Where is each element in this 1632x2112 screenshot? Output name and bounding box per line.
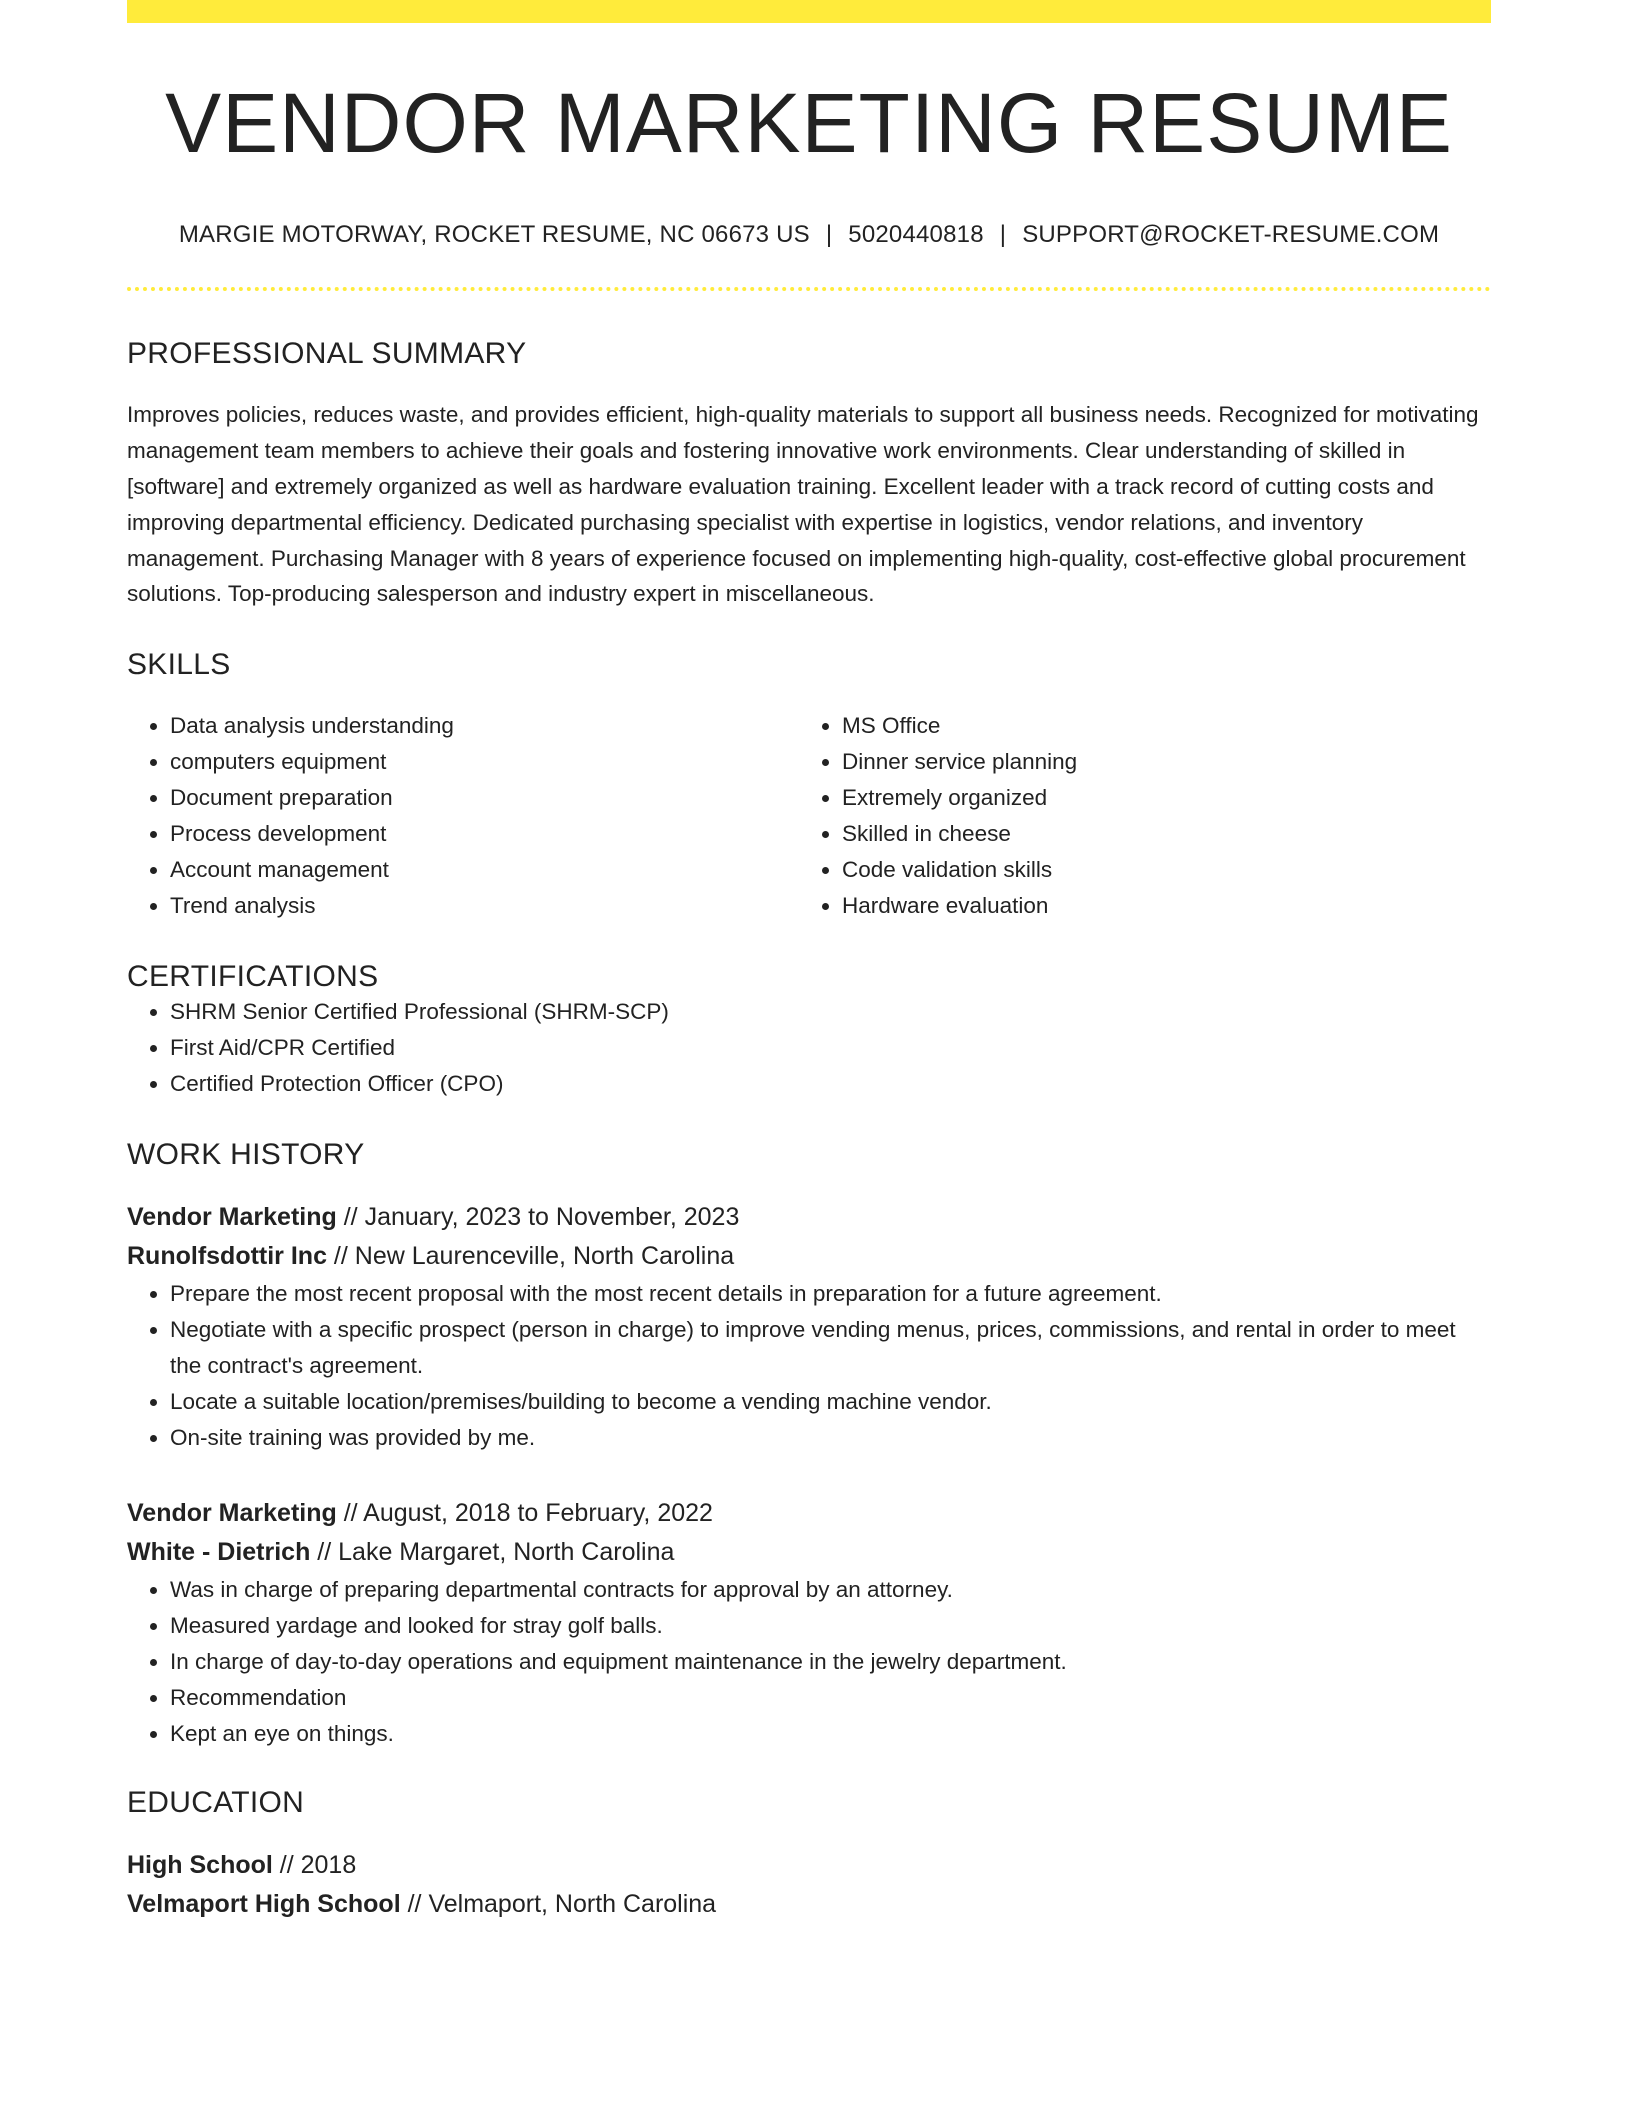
contact-phone: 5020440818 [848,221,984,249]
job-duty: • Locate a suitable location/premises/building to become a vending machine vendor. [170,1384,1491,1420]
contact-line [127,221,1491,249]
skills-left-list [127,708,799,924]
job-title: Vendor Marketing [127,1203,337,1232]
job-title-line [127,1198,1491,1237]
certification-item: • SHRM Senior Certified Professional (SHRM-SCP) [170,994,1491,1030]
education-school-line [127,1885,1491,1924]
job-dates: August, 2018 to February, 2022 [363,1499,713,1528]
skill-item: • Hardware evaluation [842,888,1471,924]
education-location: Velmaport, North Carolina [428,1890,717,1919]
job-title-line [127,1494,1491,1533]
contact-separator: | [825,221,833,249]
job-duty: • Recommendation [170,1680,1491,1716]
skill-item: • Code validation skills [842,852,1471,888]
job-location: New Laurenceville, North Carolina [354,1242,735,1271]
line-separator: // [336,1499,364,1528]
job-duties-list [127,1572,1491,1752]
job-company-line [127,1237,1491,1276]
skills-right-list [799,708,1471,924]
education-school: Velmaport High School [127,1890,401,1919]
education-heading: EDUCATION [127,1786,305,1820]
job-duty: • Kept an eye on things. [170,1716,1491,1752]
skill-item: • computers equipment [170,744,799,780]
certifications-list [127,994,1491,1102]
job-location: Lake Margaret, North Carolina [338,1538,675,1567]
job-duty: • Was in charge of preparing departmental contracts for approval by an attorney. [170,1572,1491,1608]
summary-text: Improves policies, reduces waste, and provides efficient, high-quality materials to support all business needs. Recognized for motivating management team members to achieve their goals and fostering innovative work environments. Clear understanding of skilled in [software] and extremely organized as well as hardware evaluation training. Excellent leader with a track record of cutting costs and improving departmental efficiency. Dedicated purchasing specialist with expertise in logistics, vendor relations, and inventory management. Purchasing Manager with 8 years of experience focused on implementing high-quality, cost-effective global procurement solutions. Top-producing salesperson and industry expert in miscellaneous. [127,402,1479,607]
line-separator: // [336,1203,365,1232]
job-duty: • Negotiate with a specific prospect (person in charge) to improve vending menus, prices, commissions, and rental in order to meet the contract's agreement. [170,1312,1491,1384]
education-degree-line [127,1846,1491,1885]
line-separator: // [272,1851,301,1880]
summary-heading: PROFESSIONAL SUMMARY [127,337,527,371]
work-history-heading: WORK HISTORY [127,1138,365,1172]
line-separator: // [400,1890,429,1919]
contact-address: MARGIE MOTORWAY, ROCKET RESUME, NC 06673 US [178,221,810,249]
line-separator: // [326,1242,355,1271]
resume-title: VENDOR MARKETING RESUME [165,76,1453,170]
skill-item: • Document preparation [170,780,799,816]
line-separator: // [310,1538,339,1567]
education-degree: High School [127,1851,273,1880]
job-company: White - Dietrich [127,1538,311,1567]
job-dates: January, 2023 to November, 2023 [364,1203,740,1232]
certifications-heading: CERTIFICATIONS [127,960,379,994]
skills-grid [127,708,1491,924]
job-title: Vendor Marketing [127,1499,337,1528]
skill-item: • Trend analysis [170,888,799,924]
skill-item: • MS Office [842,708,1471,744]
job-company-line [127,1533,1491,1572]
resume-page [127,0,1491,1924]
contact-separator: | [999,221,1007,249]
contact-email: SUPPORT@ROCKET-RESUME.COM [1022,221,1440,249]
top-accent-bar [127,0,1491,23]
education-year: 2018 [300,1851,357,1880]
skill-item: • Dinner service planning [842,744,1471,780]
job-duty: • On-site training was provided by me. [170,1420,1491,1456]
certification-item: • First Aid/CPR Certified [170,1030,1491,1066]
skill-item: • Skilled in cheese [842,816,1471,852]
certification-item: • Certified Protection Officer (CPO) [170,1066,1491,1102]
job-duty: • Measured yardage and looked for stray golf balls. [170,1608,1491,1644]
skills-heading: SKILLS [127,648,231,682]
skill-item: • Account management [170,852,799,888]
skill-item: • Data analysis understanding [170,708,799,744]
job-company: Runolfsdottir Inc [127,1242,327,1271]
skill-item: • Extremely organized [842,780,1471,816]
dotted-divider [127,287,1491,291]
job-duty: • Prepare the most recent proposal with the most recent details in preparation for a future agreement. [170,1276,1491,1312]
skill-item: • Process development [170,816,799,852]
job-duty: • In charge of day-to-day operations and equipment maintenance in the jewelry department. [170,1644,1491,1680]
job-duties-list [127,1276,1491,1456]
